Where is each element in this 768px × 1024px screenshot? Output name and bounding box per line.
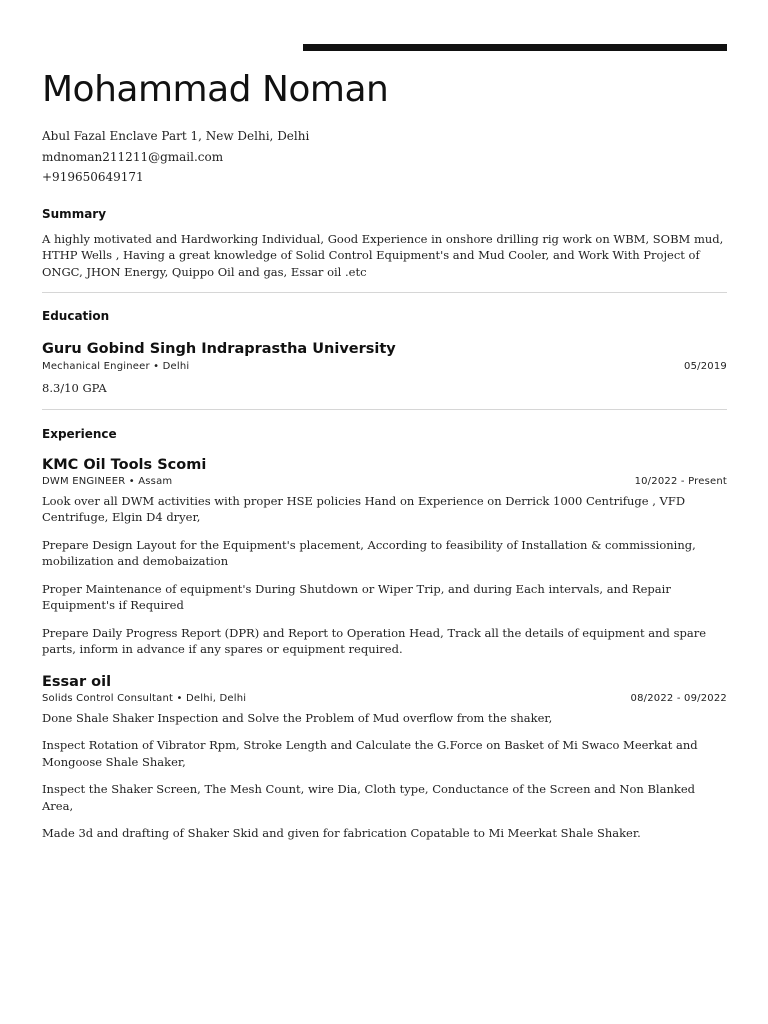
contact-block (42, 126, 727, 188)
experience-heading: Experience (42, 426, 117, 441)
summary-text: A highly motivated and Hardworking Individual, Good Experience in onshore drilling rig work on WBM, SOBM mud, HTHP Wells , Having a great knowledge of Solid Control Equipment's and Mud Cooler, and Work With Project of ONGC, JHON Energy, Quippo Oil and gas, Essar oil .etc (42, 231, 724, 279)
school-name: Guru Gobind Singh Indraprastha University (42, 341, 396, 357)
job-point: Inspect Rotation of Vibrator Rpm, Stroke Length and Calculate the G.Force on Basket of Mi Swaco Meerkat and Mongoose Shale Shaker, (42, 738, 698, 769)
resume-page (42, 60, 727, 853)
address: Abul Fazal Enclave Part 1, New Delhi, Delhi (42, 129, 310, 143)
job-description (42, 710, 727, 842)
job-dates: 08/2022 - 09/2022 (630, 692, 727, 704)
job-meta-row (42, 692, 727, 706)
company-name: KMC Oil Tools Scomi (42, 456, 207, 473)
job-point: Inspect the Shaker Screen, The Mesh Count, wire Dia, Cloth type, Conductance of the Screen and Non Blanked Area, (42, 782, 696, 813)
education-heading: Education (42, 309, 110, 323)
job-title-location: Solids Control Consultant • Delhi, Delhi (42, 692, 247, 704)
job-point: Look over all DWM activities with proper HSE policies Hand on Experience on Derrick 1000 Centrifuge , VFD Centrifuge, Elgin D4 dryer, (42, 493, 686, 524)
job-entry (42, 672, 727, 842)
job-dates: 10/2022 - Present (634, 475, 727, 487)
job-point: Proper Maintenance of equipment's During Shutdown or Wiper Trip, and during Each intervals, and Repair Equipment's if Required (42, 581, 671, 612)
education-section (42, 308, 727, 397)
candidate-name: Mohammad Noman (42, 69, 389, 110)
phone: +919650649171 (42, 170, 144, 184)
degree-location: Mechanical Engineer • Delhi (42, 361, 190, 372)
header-accent-bar (303, 44, 727, 51)
email: mdnoman211211@gmail.com (42, 149, 224, 164)
section-divider (42, 409, 727, 410)
job-point: Made 3d and drafting of Shaker Skid and given for fabrication Copatable to Mi Meerkat Shale Shaker. (42, 826, 641, 840)
job-description (42, 493, 727, 658)
summary-section (42, 206, 727, 281)
job-point: Prepare Design Layout for the Equipment's placement, According to feasibility of Installation & commissioning, mobilization and demobaization (42, 537, 696, 568)
company-name: Essar oil (42, 673, 112, 690)
gpa: 8.3/10 GPA (42, 381, 107, 395)
job-point: Done Shale Shaker Inspection and Solve the Problem of Mud overflow from the shaker, (42, 710, 553, 725)
experience-section (42, 426, 727, 842)
section-divider (42, 292, 727, 293)
summary-heading: Summary (42, 206, 107, 221)
job-meta-row (42, 475, 727, 489)
education-meta-row (42, 360, 727, 374)
job-point: Prepare Daily Progress Report (DPR) and Report to Operation Head, Track all the details of equipment and spare parts, inform in advance if any spares or equipment required. (42, 625, 707, 656)
graduation-date: 05/2019 (684, 361, 727, 372)
job-title-location: DWM ENGINEER • Assam (42, 475, 173, 487)
job-entry (42, 455, 727, 658)
